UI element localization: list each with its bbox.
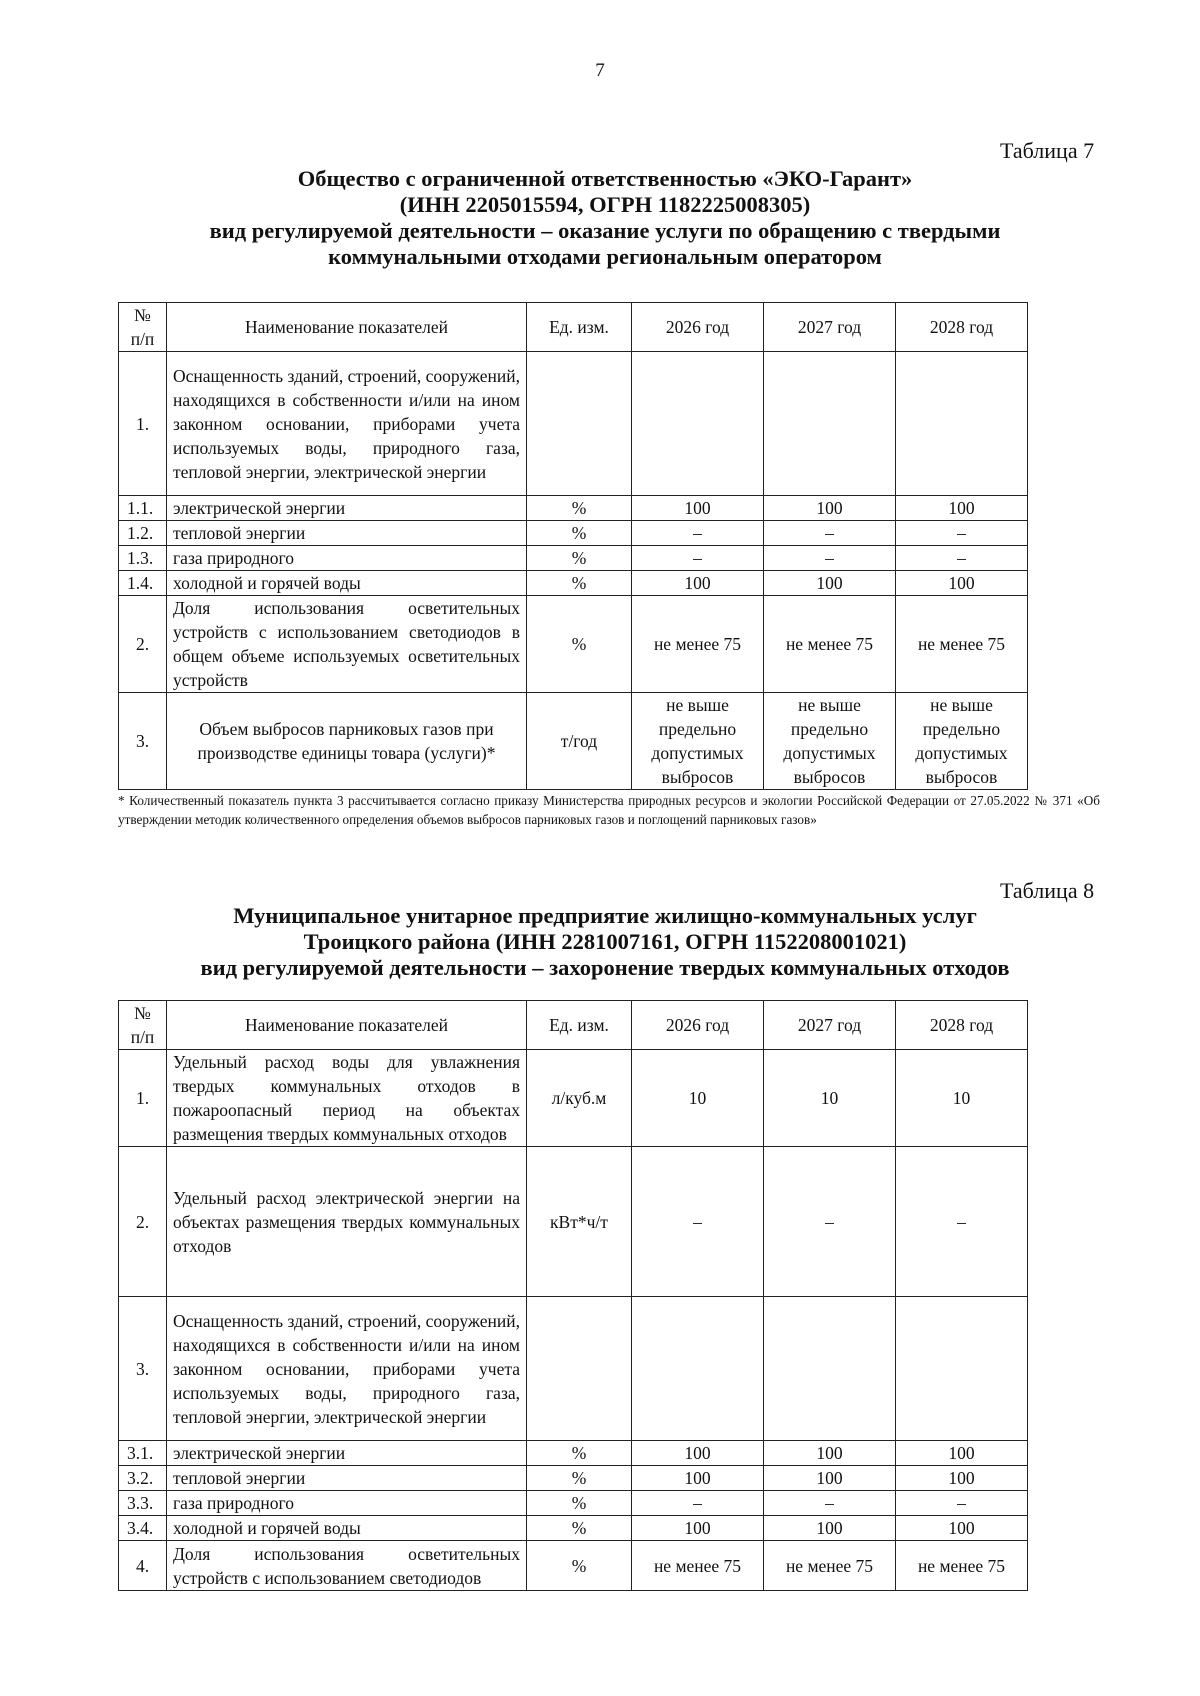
row-value-2028 xyxy=(896,1297,1028,1441)
header-cell-2028: 2028 год xyxy=(896,303,1028,352)
header-cell-num: № п/п xyxy=(119,1001,167,1050)
row-value-2027: не выше предельно допустимых выбросов xyxy=(764,693,896,790)
table-8-heading-line: Муниципальное унитарное предприятие жилищно-коммунальных услуг xyxy=(233,903,977,928)
row-value-2027: 100 xyxy=(764,1466,896,1491)
row-unit: % xyxy=(527,596,632,693)
table-row xyxy=(119,1516,1028,1541)
row-value-2028: 100 xyxy=(896,571,1028,596)
table-8-heading-line: вид регулируемой деятельности – захоронение твердых коммунальных отходов xyxy=(200,955,1010,980)
header-cell-2027: 2027 год xyxy=(764,303,896,352)
row-value-2026: – xyxy=(632,546,764,571)
table-8-heading xyxy=(120,903,1090,981)
table-row xyxy=(119,521,1028,546)
row-num: 1. xyxy=(119,1050,167,1147)
row-value-2026: 100 xyxy=(632,571,764,596)
table-7-heading-line: вид регулируемой деятельности – оказание услуги по обращению с твердыми xyxy=(209,218,1001,243)
row-value-2026 xyxy=(632,352,764,496)
row-value-2028: – xyxy=(896,1491,1028,1516)
row-value-2028: 10 xyxy=(896,1050,1028,1147)
row-value-2027: 100 xyxy=(764,571,896,596)
row-unit: % xyxy=(527,1466,632,1491)
table-7-caption: Таблица 7 xyxy=(1000,138,1095,163)
row-value-2027: 100 xyxy=(764,1441,896,1466)
row-value-2026: 100 xyxy=(632,1441,764,1466)
row-value-2028: не выше предельно допустимых выбросов xyxy=(896,693,1028,790)
table-7-heading xyxy=(120,166,1090,270)
row-value-2027: 10 xyxy=(764,1050,896,1147)
row-value-2026: 100 xyxy=(632,1516,764,1541)
row-num: 1.3. xyxy=(119,546,167,571)
row-value-2028: – xyxy=(896,521,1028,546)
row-value-2027: – xyxy=(764,1147,896,1297)
row-num: 1. xyxy=(119,352,167,496)
row-num: 3. xyxy=(119,1297,167,1441)
table-8-caption: Таблица 8 xyxy=(1000,878,1095,903)
row-value-2027: – xyxy=(764,1491,896,1516)
table-7-heading-line: коммунальными отходами региональным оператором xyxy=(328,244,882,269)
header-cell-2026: 2026 год xyxy=(632,1001,764,1050)
row-name: Удельный расход воды для увлажнения твердых коммунальных отходов в пожароопасный период на объектах размещения твердых коммунальных отходов xyxy=(167,1050,527,1147)
row-unit xyxy=(527,1297,632,1441)
row-value-2027: – xyxy=(764,546,896,571)
row-name: Оснащенность зданий, строений, сооружений, находящихся в собственности и/или на ином законном основании, приборами учета используемых воды, природного газа, тепловой энергии, электрической энергии xyxy=(167,352,527,496)
row-value-2028: 100 xyxy=(896,1441,1028,1466)
table-row xyxy=(119,1466,1028,1491)
row-value-2027 xyxy=(764,1297,896,1441)
row-name: электрической энергии xyxy=(167,496,527,521)
row-name: холодной и горячей воды xyxy=(167,571,527,596)
table-row xyxy=(119,693,1028,790)
row-value-2027: не менее 75 xyxy=(764,1541,896,1591)
row-value-2028: не менее 75 xyxy=(896,1541,1028,1591)
table-7-footnote: * Количественный показатель пункта 3 рассчитывается согласно приказу Министерства природных ресурсов и экологии Российской Федерации от 27.05.2022 № 371 «Об утверждении методик количественного определения объемов выбросов парниковых газов и поглощений парниковых газов» xyxy=(118,793,1100,827)
header-cell-name: Наименование показателей xyxy=(167,303,527,352)
row-unit: % xyxy=(527,1541,632,1591)
row-name: Удельный расход электрической энергии на объектах размещения твердых коммунальных отходов xyxy=(167,1147,527,1297)
header-cell-num: № п/п xyxy=(119,303,167,352)
row-value-2026: 100 xyxy=(632,496,764,521)
row-unit: л/куб.м xyxy=(527,1050,632,1147)
row-num: 3.2. xyxy=(119,1466,167,1491)
header-cell-2028: 2028 год xyxy=(896,1001,1028,1050)
table-row xyxy=(119,1491,1028,1516)
row-unit: % xyxy=(527,1516,632,1541)
row-name: газа природного xyxy=(167,546,527,571)
table-row xyxy=(119,1297,1028,1441)
row-num: 1.4. xyxy=(119,571,167,596)
row-value-2026: не выше предельно допустимых выбросов xyxy=(632,693,764,790)
table-header-row xyxy=(119,1001,1028,1050)
row-value-2028: не менее 75 xyxy=(896,596,1028,693)
header-cell-2026: 2026 год xyxy=(632,303,764,352)
table-row xyxy=(119,596,1028,693)
header-cell-name: Наименование показателей xyxy=(167,1001,527,1050)
row-name: Доля использования осветительных устройств с использованием светодиодов в общем объеме используемых осветительных устройств xyxy=(167,596,527,693)
row-num: 3.1. xyxy=(119,1441,167,1466)
row-unit: % xyxy=(527,496,632,521)
row-value-2026: – xyxy=(632,521,764,546)
row-unit: т/год xyxy=(527,693,632,790)
row-name: Оснащенность зданий, строений, сооружений, находящихся в собственности и/или на ином законном основании, приборами учета используемых воды, природного газа, тепловой энергии, электрической энергии xyxy=(167,1297,527,1441)
row-num: 3.4. xyxy=(119,1516,167,1541)
row-unit: % xyxy=(527,571,632,596)
row-unit: % xyxy=(527,521,632,546)
row-value-2027: 100 xyxy=(764,1516,896,1541)
row-num: 1.1. xyxy=(119,496,167,521)
table-row xyxy=(119,546,1028,571)
row-value-2026: – xyxy=(632,1491,764,1516)
row-num: 2. xyxy=(119,596,167,693)
row-name: тепловой энергии xyxy=(167,521,527,546)
row-name: электрической энергии xyxy=(167,1441,527,1466)
row-num: 4. xyxy=(119,1541,167,1591)
table-row xyxy=(119,352,1028,496)
table-7-heading-line: Общество с ограниченной ответственностью «ЭКО-Гарант» xyxy=(297,166,913,191)
row-value-2027: 100 xyxy=(764,496,896,521)
row-name: тепловой энергии xyxy=(167,1466,527,1491)
table-8-heading-line: Троицкого района (ИНН 2281007161, ОГРН 1152208001021) xyxy=(303,929,907,954)
row-value-2028: – xyxy=(896,546,1028,571)
row-num: 2. xyxy=(119,1147,167,1297)
row-unit: % xyxy=(527,1441,632,1466)
table-row xyxy=(119,1541,1028,1591)
page-number: 7 xyxy=(595,60,605,81)
row-value-2026: не менее 75 xyxy=(632,1541,764,1591)
row-value-2027 xyxy=(764,352,896,496)
row-value-2027: – xyxy=(764,521,896,546)
row-value-2028: 100 xyxy=(896,1516,1028,1541)
header-cell-unit: Ед. изм. xyxy=(527,1001,632,1050)
table-row xyxy=(119,571,1028,596)
row-value-2026 xyxy=(632,1297,764,1441)
row-value-2026: не менее 75 xyxy=(632,596,764,693)
table-row xyxy=(119,496,1028,521)
table-7-heading-line: (ИНН 2205015594, ОГРН 1182225008305) xyxy=(399,192,811,217)
row-name: Доля использования осветительных устройств с использованием светодиодов xyxy=(167,1541,527,1591)
table-7 xyxy=(118,302,1028,790)
row-name: Объем выбросов парниковых газов при производстве единицы товара (услуги)* xyxy=(167,693,527,790)
row-value-2027: не менее 75 xyxy=(764,596,896,693)
row-value-2026: – xyxy=(632,1147,764,1297)
row-num: 1.2. xyxy=(119,521,167,546)
row-num: 3.3. xyxy=(119,1491,167,1516)
table-header-row xyxy=(119,303,1028,352)
row-num: 3. xyxy=(119,693,167,790)
row-value-2026: 10 xyxy=(632,1050,764,1147)
row-name: газа природного xyxy=(167,1491,527,1516)
table-row xyxy=(119,1147,1028,1297)
row-value-2028: 100 xyxy=(896,1466,1028,1491)
row-name: холодной и горячей воды xyxy=(167,1516,527,1541)
row-unit: % xyxy=(527,546,632,571)
table-row xyxy=(119,1050,1028,1147)
table-8 xyxy=(118,1000,1028,1591)
row-value-2028 xyxy=(896,352,1028,496)
row-unit: % xyxy=(527,1491,632,1516)
row-unit: кВт*ч/т xyxy=(527,1147,632,1297)
table-row xyxy=(119,1441,1028,1466)
header-cell-unit: Ед. изм. xyxy=(527,303,632,352)
header-cell-2027: 2027 год xyxy=(764,1001,896,1050)
row-value-2028: – xyxy=(896,1147,1028,1297)
row-value-2028: 100 xyxy=(896,496,1028,521)
row-value-2026: 100 xyxy=(632,1466,764,1491)
row-unit xyxy=(527,352,632,496)
